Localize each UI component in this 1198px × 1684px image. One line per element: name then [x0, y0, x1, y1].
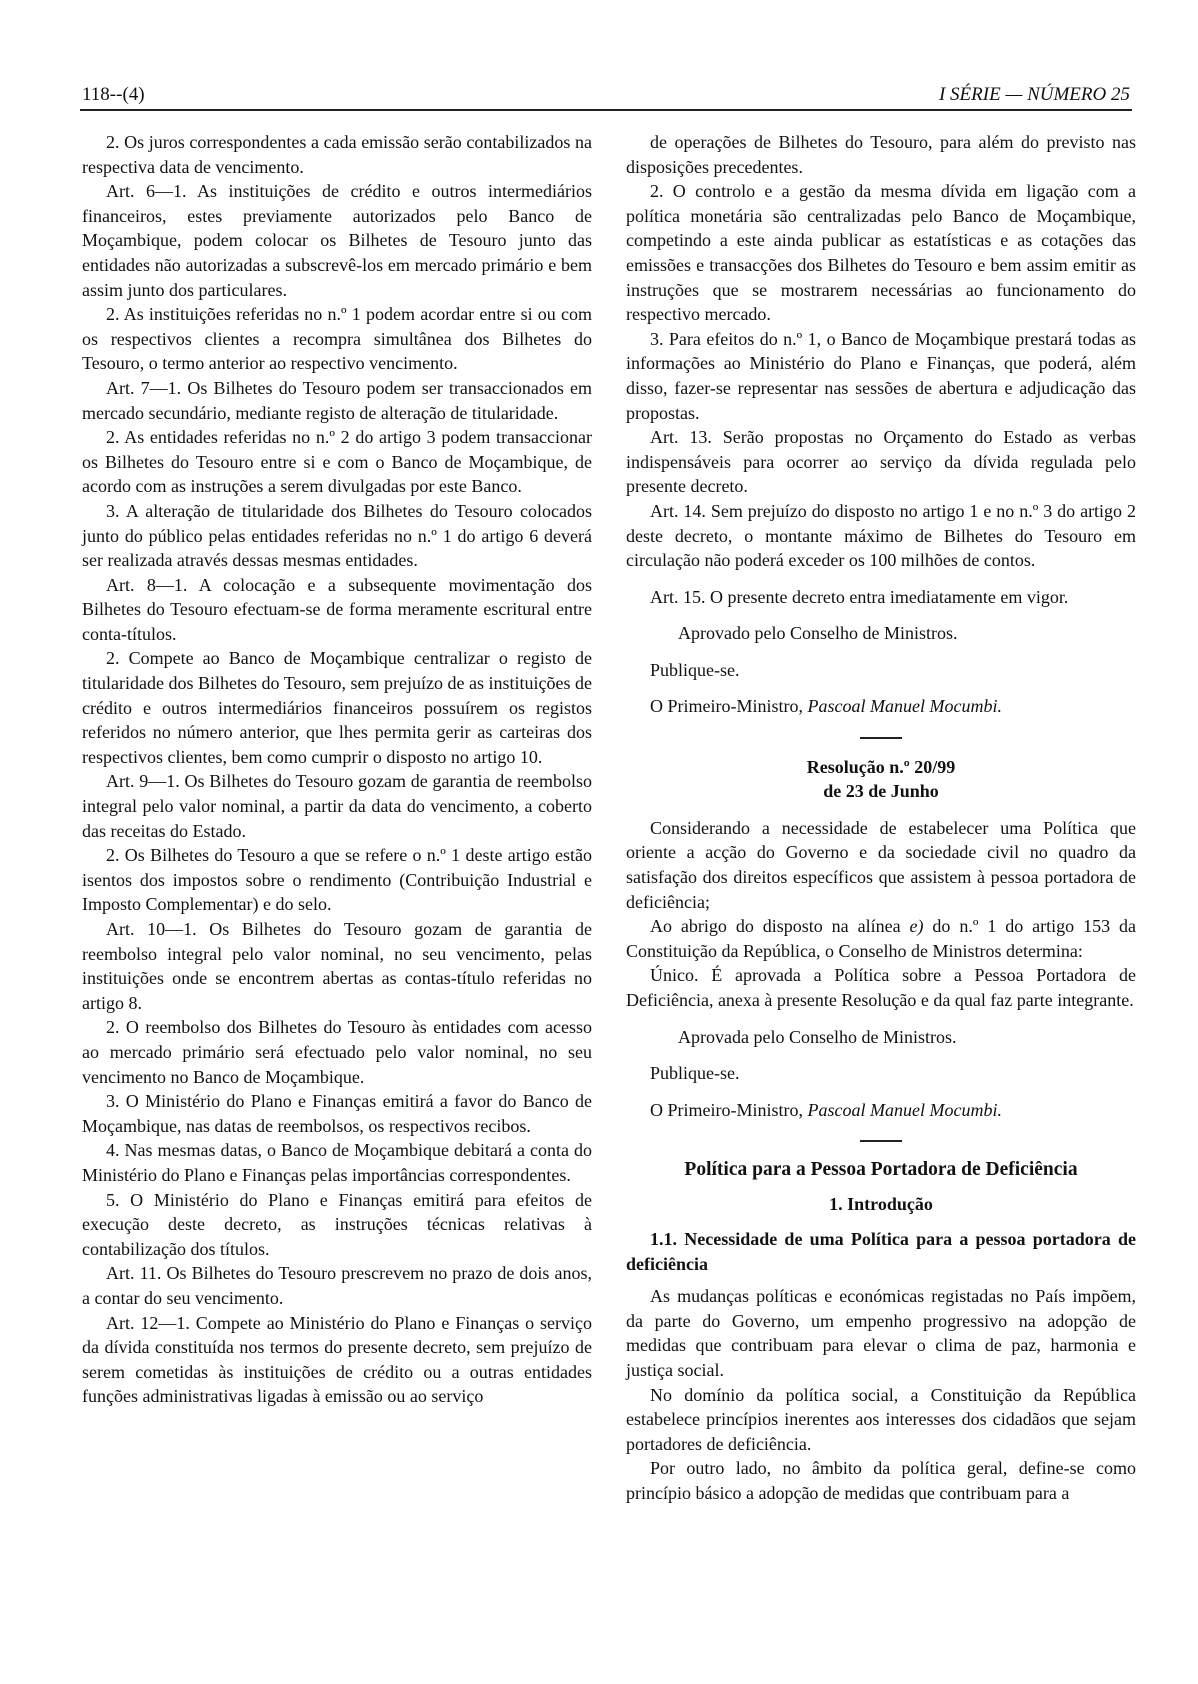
- paragraph: Único. É aprovada a Política sobre a Pessoa Portadora de Deficiência, anexa à presente Resolução e da qual faz parte integrante.: [626, 965, 1136, 1010]
- paragraph: 2. Os juros correspondentes a cada emissão serão contabilizados na respectiva data de vencimento.: [82, 132, 592, 177]
- series-number: I SÉRIE — NÚMERO 25: [938, 84, 1130, 105]
- text: do n.º 1 do artigo 153 da Constituição da República, o Conselho de Ministros determina:: [626, 916, 1136, 961]
- paragraph: Art. 14. Sem prejuízo do disposto no artigo 1 e no n.º 3 do artigo 2 deste decreto, o montante máximo de Bilhetes do Tesouro em circulação não poderá exceder os 100 milhões de contos.: [626, 500, 1136, 571]
- paragraph: No domínio da política social, a Constituição da República estabelece princípios inerentes aos interesses dos cidadãos que sejam portadores de deficiência.: [626, 1384, 1136, 1454]
- pm-label: O Primeiro-Ministro,: [650, 696, 808, 717]
- paragraph: 2. Os Bilhetes do Tesouro a que se refere o n.º 1 deste artigo estão isentos dos impostos sobre o rendimento (Contribuição Industrial e Imposto Complementar) e do selo.: [82, 845, 592, 915]
- separator: [860, 1140, 902, 1142]
- paragraph: Art. 13. Serão propostas no Orçamento do Estado as verbas indispensáveis para ocorrer ao serviço da dívida regulada pelo presente decreto.: [626, 427, 1136, 497]
- policy-title: Política para a Pessoa Portadora de Deficiência: [684, 1158, 1078, 1180]
- article-15: Art. 15. O presente decreto entra imediatamente em vigor.: [650, 586, 1069, 607]
- subsection-heading: 1.1. Necessidade de uma Política para a pessoa portadora de deficiência: [626, 1228, 1136, 1274]
- paragraph: 3. O Ministério do Plano e Finanças emitirá a favor do Banco de Moçambique, nas datas de reembolsos, os respectivos recibos.: [82, 1091, 592, 1136]
- page-number: 118--(4): [82, 84, 145, 105]
- paragraph: de operações de Bilhetes do Tesouro, para além do previsto nas disposições precedentes.: [626, 132, 1136, 177]
- paragraph: 5. O Ministério do Plano e Finanças emitirá para efeitos de execução deste decreto, as instruções técnicas relativas à contabilização dos títulos.: [82, 1189, 592, 1259]
- pm-name: Pascoal Manuel Mocumbi.: [807, 696, 1002, 717]
- paragraph: Art. 12—1. Compete ao Ministério do Plano e Finanças o serviço da dívida constituída nos termos do presente decreto, sem prejuízo de serem cometidas às instituições de crédito ou a outras entidades funções administrativas ligadas à emissão ou ao serviço: [82, 1312, 592, 1407]
- paragraph: 2. O reembolso dos Bilhetes do Tesouro às entidades com acesso ao mercado primário será efectuado pelo valor nominal, no seu vencimento no Banco de Moçambique.: [82, 1017, 592, 1087]
- paragraph: Por outro lado, no âmbito da política geral, define-se como princípio básico a adopção de medidas que contribuam para a: [626, 1458, 1136, 1503]
- right-column: [626, 130, 1136, 1506]
- publish-line: Publique-se.: [650, 659, 740, 680]
- paragraph: Art. 11. Os Bilhetes do Tesouro prescrevem no prazo de dois anos, a contar do seu vencimento.: [82, 1263, 592, 1308]
- paragraph: Considerando a necessidade de estabelecer uma Política que oriente a acção do Governo e da sociedade civil no quadro da satisfação dos direitos específicos que assistem à pessoa portadora de deficiência;: [626, 817, 1136, 912]
- section-heading: 1. Introdução: [829, 1194, 933, 1215]
- left-column: [82, 130, 592, 1409]
- page-header: [82, 84, 1130, 110]
- pm-name: Pascoal Manuel Mocumbi.: [807, 1099, 1002, 1120]
- paragraph: 2. O controlo e a gestão da mesma dívida em ligação com a política monetária são centralizadas pelo Banco de Moçambique, competindo a este ainda publicar as estatísticas e as cotações das emissões e transacções dos Bilhetes do Tesouro e bem assim emitir as instruções que se mostrarem necessárias ao funcionamento do respectivo mercado.: [626, 181, 1136, 325]
- publish-line: Publique-se.: [650, 1063, 740, 1084]
- resolution-title: Resolução n.º 20/99: [806, 756, 956, 777]
- pm-label: O Primeiro-Ministro,: [650, 1099, 808, 1120]
- paragraph: 2. As instituições referidas no n.º 1 podem acordar entre si ou com os respectivos clientes a recompra simultânea dos Bilhetes do Tesouro, o termo anterior ao respectivo vencimento.: [82, 304, 592, 374]
- paragraph: 2. Compete ao Banco de Moçambique centralizar o registo de titularidade dos Bilhetes do Tesouro, sem prejuízo de as instituições de crédito e outros intermediários financeiros possuírem os registos referidos no número anterior, que lhes permita gerir as carteiras dos respectivos clientes, bem como cumprir o disposto no artigo 10.: [82, 648, 592, 767]
- signature-line: [626, 1098, 1136, 1123]
- header-rule: [80, 109, 1132, 111]
- paragraph: As mudanças políticas e económicas registadas no País impõem, da parte do Governo, um empenho progressivo na adopção de medidas que contribuam para elevar o clima de paz, harmonia e justiça social.: [626, 1286, 1136, 1380]
- paragraph: Art. 8—1. A colocação e a subsequente movimentação dos Bilhetes do Tesouro efectuam-se de forma meramente escritural entre conta-títulos.: [82, 574, 592, 644]
- paragraph: 3. A alteração de titularidade dos Bilhetes do Tesouro colocados junto do público pelas entidades referidas no n.º 1 do artigo 6 deverá ser realizada através dessas mesmas entidades.: [82, 500, 592, 571]
- resolution-date: de 23 de Junho: [823, 781, 939, 802]
- approval-line: Aprovada pelo Conselho de Ministros.: [678, 1026, 957, 1047]
- paragraph: Art. 6—1. As instituições de crédito e outros intermediários financeiros, estes previamente autorizados pelo Banco de Moçambique, podem colocar os Bilhetes de Tesouro junto das entidades não autorizadas a subscrevê-los em mercado primário e bem assim junto dos particulares.: [82, 181, 592, 300]
- paragraph: 3. Para efeitos do n.º 1, o Banco de Moçambique prestará todas as informações ao Ministério do Plano e Finanças, que poderá, além disso, fazer-se representar nas sessões de abertura e adjudicação das propostas.: [626, 328, 1136, 423]
- paragraph: 2. As entidades referidas no n.º 2 do artigo 3 podem transaccionar os Bilhetes do Tesouro entre si e com o Banco de Moçambique, de acordo com as instruções a serem divulgadas por este Banco.: [82, 427, 592, 497]
- paragraph: [626, 914, 1136, 963]
- separator: [860, 737, 902, 739]
- paragraph: Art. 9—1. Os Bilhetes do Tesouro gozam de garantia de reembolso integral pelo valor nominal, a partir da data do vencimento, a coberto das receitas do Estado.: [82, 771, 592, 841]
- approval-line: Aprovado pelo Conselho de Ministros.: [678, 623, 958, 644]
- paragraph: Art. 7—1. Os Bilhetes do Tesouro podem ser transaccionados em mercado secundário, mediante registo de alteração de titularidade.: [82, 377, 592, 423]
- text: Ao abrigo do disposto na alínea: [650, 916, 910, 937]
- text: e): [909, 916, 924, 937]
- signature-line: [626, 694, 1136, 719]
- paragraph: Art. 10—1. Os Bilhetes do Tesouro gozam de garantia de reembolso integral pelo valor nominal, no seu vencimento, pelas instituições onde se encontrem abertas as contas-título referidas no artigo 8.: [82, 919, 592, 1013]
- paragraph: 4. Nas mesmas datas, o Banco de Moçambique debitará a conta do Ministério do Plano e Finanças pelas importâncias correspondentes.: [82, 1140, 592, 1185]
